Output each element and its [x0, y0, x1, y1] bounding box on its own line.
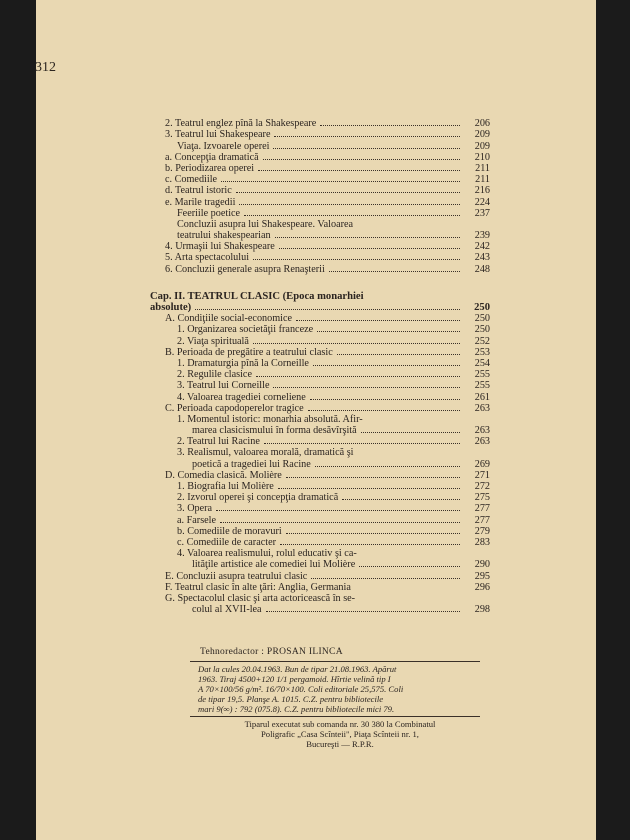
toc-entry — [165, 118, 490, 129]
toc-entry-title: 2. Izvorul operei şi concepţia dramatică — [177, 492, 339, 504]
toc-entry — [165, 163, 490, 174]
toc-entry-page: 263 — [462, 436, 490, 447]
leader-dots — [311, 578, 460, 579]
toc-entry — [177, 503, 490, 514]
toc-entry-title: c. Comediile — [165, 174, 218, 186]
toc-entry-page: 237 — [462, 208, 490, 219]
toc-entry-page: 254 — [462, 358, 490, 369]
toc-entry-page: 255 — [462, 369, 490, 380]
leader-dots — [296, 320, 460, 321]
leader-dots — [315, 466, 460, 467]
toc-entry-title: Feeriile poetice — [177, 207, 241, 219]
toc-entry-title: 3. Teatrul lui Shakespeare — [165, 129, 271, 141]
divider-bottom — [190, 716, 480, 717]
section-gap — [150, 275, 490, 291]
toc-entry-page: 263 — [462, 425, 490, 436]
leader-dots — [266, 611, 460, 612]
toc-entry — [165, 593, 490, 604]
toc-entry-title: absolute) — [150, 302, 192, 313]
toc-entry-page: 209 — [462, 129, 490, 140]
toc-entry-title: 1. Biografia lui Molière — [177, 481, 274, 492]
toc-entry — [165, 582, 490, 593]
toc-entry-title: b. Periodizarea operei — [165, 162, 255, 174]
toc-entry-title: 4. Valoarea tragediei corneliene — [177, 391, 306, 403]
toc-entry-title: c. Comediile de caracter — [177, 536, 276, 548]
toc-entry — [165, 263, 490, 274]
leader-dots — [239, 204, 460, 205]
toc-entry-page: 255 — [462, 380, 490, 391]
toc-entry — [177, 140, 490, 151]
toc-entry-title: 3. Realismul, valoarea morală, dramatică şi — [177, 447, 354, 459]
toc-entry-title: d. Teatrul istoric — [165, 185, 232, 197]
toc-entry — [165, 196, 490, 207]
toc-entry-title: marea clasicismului în forma desăvîrşită — [192, 425, 357, 437]
toc-entry — [165, 152, 490, 163]
table-of-contents — [150, 118, 490, 615]
toc-entry-page: 243 — [462, 252, 490, 263]
toc-entry-title: e. Marile tragedii — [165, 196, 236, 208]
imprint-line: A 70×100/56 g/m². 16/70×100. Coli editoriale 25,575. Coli — [198, 684, 404, 694]
leader-dots — [256, 376, 460, 377]
leader-dots — [317, 331, 460, 332]
toc-entry — [177, 526, 490, 537]
toc-entry — [150, 302, 490, 313]
imprint-line: de tipar 19,5. Planşe A. 1015. C.Z. pentru bibliotecile — [198, 694, 384, 704]
toc-entry-title: teatrului shakespearian — [177, 230, 271, 242]
toc-entry-page: 216 — [462, 185, 490, 196]
toc-entry-title: 4. Urmaşii lui Shakespeare — [165, 241, 275, 253]
toc-entry-page: 296 — [462, 582, 490, 593]
toc-entry — [192, 425, 490, 436]
leader-dots — [216, 510, 460, 511]
toc-entry-title: Viaţa. Izvoarele operei — [177, 140, 270, 152]
toc-entry — [177, 208, 490, 219]
toc-entry — [177, 391, 490, 402]
toc-entry-page: 283 — [462, 537, 490, 548]
toc-entry-title: D. Comedia clasică. Molière — [165, 469, 282, 481]
toc-entry — [165, 470, 490, 481]
printing-line: Bucureşti — R.P.R. — [306, 739, 374, 749]
toc-entry-title: 3. Opera — [177, 503, 213, 515]
toc-entry-page: 277 — [462, 503, 490, 514]
toc-entry — [192, 559, 490, 570]
toc-entry-page: 295 — [462, 571, 490, 582]
toc-entry-page: 250 — [462, 302, 490, 313]
leader-dots — [220, 522, 460, 523]
toc-entry-page: 263 — [462, 403, 490, 414]
tehnoredactor-line: Tehnoredactor : PROSAN ILINCA — [200, 647, 343, 657]
leader-dots — [361, 432, 460, 433]
toc-entry-page: 275 — [462, 492, 490, 503]
toc-entry-title: lităţile artistice ale comediei lui Molière — [192, 559, 356, 571]
leader-dots — [286, 477, 460, 478]
toc-entry-page: 277 — [462, 515, 490, 526]
toc-entry-page: 290 — [462, 559, 490, 570]
toc-entry — [165, 570, 490, 581]
toc-entry-page: 250 — [462, 324, 490, 335]
toc-entry-title: C. Perioada capodoperelor tragice — [165, 402, 304, 414]
toc-entry-title: a. Farsele — [177, 514, 217, 526]
toc-entry-page: 209 — [462, 141, 490, 152]
toc-entry — [177, 514, 490, 525]
imprint-line: 1963. Tiraj 4500+120 1/1 pergamoid. Hîrtie velină tip I — [198, 674, 391, 684]
printing-line: Poligrafic „Casa Scînteii", Piaţa Scînteii nr. 1, — [261, 729, 419, 739]
leader-dots — [263, 159, 460, 160]
toc-entry — [177, 380, 490, 391]
toc-entry — [177, 219, 490, 230]
toc-entry-page: 206 — [462, 118, 490, 129]
leader-dots — [313, 365, 460, 366]
toc-entry — [165, 347, 490, 358]
toc-entry-title: 5. Arta spectacolului — [165, 252, 250, 264]
leader-dots — [320, 125, 460, 126]
toc-entry-page: 261 — [462, 392, 490, 403]
toc-entry-page: 248 — [462, 264, 490, 275]
printing-block — [198, 719, 482, 749]
toc-entry-title: 1. Organizarea societăţii franceze — [177, 324, 314, 336]
toc-entry — [165, 174, 490, 185]
leader-dots — [273, 148, 460, 149]
toc-entry-page: 298 — [462, 604, 490, 615]
toc-entry-title: 1. Momentul istoric: monarhia absolută. Afir- — [177, 413, 363, 425]
toc-entry-page: 239 — [462, 230, 490, 241]
toc-entry-title: colul al XVII-lea — [192, 604, 262, 616]
toc-entry-title: F. Teatrul clasic în alte ţări: Anglia, Germania — [165, 581, 351, 593]
leader-dots — [195, 309, 460, 310]
toc-entry — [165, 252, 490, 263]
toc-entry-page: 224 — [462, 197, 490, 208]
leader-dots — [253, 259, 460, 260]
leader-dots — [275, 237, 460, 238]
toc-entry — [165, 185, 490, 196]
toc-entry-title: Cap. II. TEATRUL CLASIC (Epoca monarhiei — [150, 290, 364, 302]
toc-entry — [177, 414, 490, 425]
toc-entry-title: Concluzii asupra lui Shakespeare. Valoarea — [177, 218, 354, 230]
toc-entry — [192, 458, 490, 469]
leader-dots — [236, 192, 460, 193]
leader-dots — [221, 181, 460, 182]
toc-entry-page: 279 — [462, 526, 490, 537]
toc-entry — [177, 369, 490, 380]
toc-entry — [165, 403, 490, 414]
toc-entry — [165, 129, 490, 140]
leader-dots — [244, 215, 460, 216]
leader-dots — [310, 399, 460, 400]
toc-entry — [177, 537, 490, 548]
toc-entry-page: 269 — [462, 459, 490, 470]
toc-entry-title: 2. Regulile clasice — [177, 369, 252, 381]
leader-dots — [308, 410, 460, 411]
divider-top — [190, 661, 480, 662]
toc-entry-title: 2. Viaţa spirituală — [177, 335, 249, 347]
toc-entry-page: 250 — [462, 313, 490, 324]
toc-entry-page: 252 — [462, 336, 490, 347]
toc-entry-title: 2. Teatrul lui Racine — [177, 436, 260, 448]
leader-dots — [359, 566, 460, 567]
toc-entry — [177, 492, 490, 503]
leader-dots — [337, 354, 460, 355]
toc-entry-page: 272 — [462, 481, 490, 492]
leader-dots — [253, 343, 460, 344]
toc-entry — [177, 335, 490, 346]
toc-entry-title: 2. Teatrul englez pînă la Shakespeare — [165, 118, 317, 130]
toc-entry — [177, 324, 490, 335]
toc-entry — [177, 481, 490, 492]
toc-entry-page: 253 — [462, 347, 490, 358]
toc-entry — [150, 291, 490, 302]
leader-dots — [258, 170, 460, 171]
leader-dots — [286, 533, 460, 534]
toc-entry — [177, 436, 490, 447]
printing-line: Tiparul executat sub comanda nr. 30 380 la Combinatul — [244, 719, 436, 729]
imprint-block — [198, 664, 482, 714]
toc-entry — [177, 358, 490, 369]
imprint-line: mari 9(∞) : 792 (075.8). C.Z. pentru bibliotecile mici 79. — [198, 704, 395, 714]
toc-entry-page: 242 — [462, 241, 490, 252]
toc-entry-title: A. Condiţiile social-economice — [165, 313, 293, 325]
toc-entry-title: 3. Teatrul lui Corneille — [177, 380, 270, 392]
toc-entry — [177, 548, 490, 559]
toc-entry — [165, 241, 490, 252]
leader-dots — [279, 248, 460, 249]
toc-entry-page: 211 — [462, 174, 490, 185]
page-number: 312 — [35, 60, 56, 75]
toc-entry-page: 211 — [462, 163, 490, 174]
leader-dots — [329, 271, 460, 272]
toc-entry-page: 271 — [462, 470, 490, 481]
leader-dots — [342, 499, 460, 500]
toc-entry-title: 6. Concluzii generale asupra Renaşterii — [165, 263, 325, 275]
toc-entry-title: poetică a tragediei lui Racine — [192, 458, 311, 470]
toc-entry-title: 1. Dramaturgia pînă la Corneille — [177, 357, 309, 369]
toc-entry — [177, 447, 490, 458]
leader-dots — [264, 443, 460, 444]
leader-dots — [278, 488, 460, 489]
leader-dots — [273, 387, 460, 388]
toc-entry-title: E. Concluzii asupra teatrului clasic — [165, 570, 308, 582]
toc-entry-title: b. Comediile de moravuri — [177, 525, 282, 537]
toc-entry-title: G. Spectacolul clasic şi arta actoricească în se- — [165, 592, 356, 604]
leader-dots — [280, 544, 460, 545]
toc-entry-page: 210 — [462, 152, 490, 163]
toc-entry — [165, 313, 490, 324]
toc-entry — [192, 604, 490, 615]
toc-entry-title: a. Concepţia dramatică — [165, 151, 259, 163]
toc-entry — [177, 230, 490, 241]
toc-entry-title: B. Perioada de pregătire a teatrului clasic — [165, 346, 333, 358]
leader-dots — [274, 136, 460, 137]
toc-entry-title: 4. Valoarea realismului, rolul educativ şi ca- — [177, 548, 357, 560]
imprint-line: Dat la cules 20.04.1963. Bun de tipar 21.08.1963. Apărut — [198, 664, 397, 674]
